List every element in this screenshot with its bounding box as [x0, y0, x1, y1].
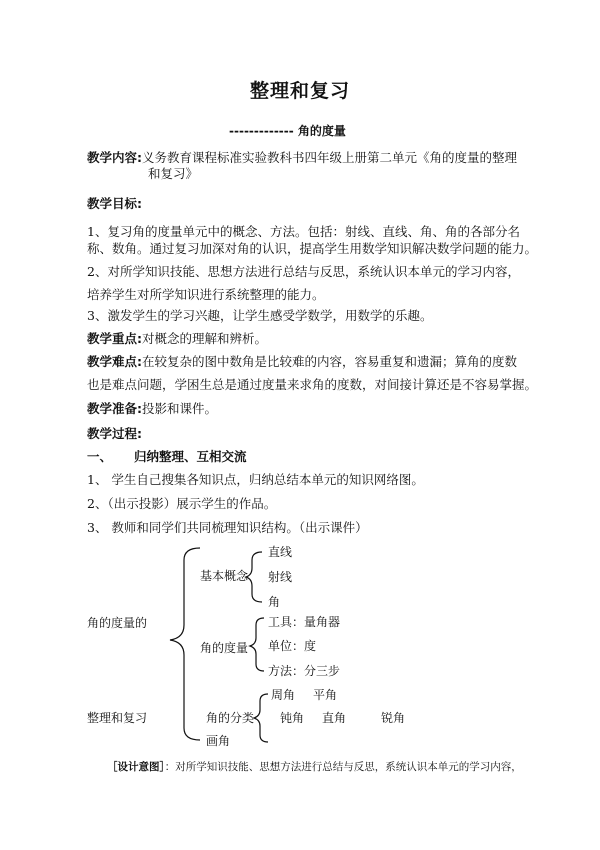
- process-step-1: 1、 学生自己搜集各知识点，归纳总结本单元的知识网络图。: [87, 472, 424, 487]
- preparation-text: 投影和课件。: [142, 401, 218, 416]
- tree-measure-tool: 工具：量角器: [268, 615, 341, 629]
- design-note-text: ：对所学知识技能、思想方法进行总结与反思，系统认识本单元的学习内容，: [164, 761, 522, 773]
- key-points-label: 教学重点:: [87, 331, 142, 346]
- tree-class-acute: 锐角: [381, 711, 406, 725]
- process-heading: 教学过程:: [87, 426, 142, 441]
- tree-concept-angle: 角: [268, 595, 281, 609]
- tree-drawing: 画角: [206, 734, 231, 748]
- objective-1-line2: 称、数角。通过复习加深对角的认识，提高学生用数学知识解决数学问题的能力。: [87, 241, 538, 256]
- content-label: 教学内容:: [87, 150, 142, 165]
- design-note: [107, 759, 522, 774]
- page-subtitle: ------------- 角的度量: [229, 124, 346, 138]
- tree-class-obtuse: 钝角: [280, 711, 305, 725]
- tree-measure-unit: 单位：度: [268, 639, 317, 653]
- objectives-heading: 教学目标:: [87, 196, 142, 211]
- difficulties-text-line2: 也是难点问题，学困生总是通过度量来求角的度数，对间接计算还是不容易掌握。: [87, 377, 538, 392]
- page-title: 整理和复习: [249, 80, 350, 102]
- main-brace: [170, 548, 200, 740]
- tree-classification: 角的分类: [206, 711, 255, 725]
- basic-concepts-brace: [246, 552, 262, 602]
- difficulties-label: 教学难点:: [87, 354, 142, 369]
- tree-class-straight: 平角: [313, 688, 338, 702]
- tree-root-line1: 角的度量的: [87, 616, 148, 630]
- measurement-brace: [250, 618, 264, 671]
- classification-brace: [254, 694, 268, 742]
- objective-1-line1: 1、复习角的度量单元中的概念、方法。包括：射线、直线、角、角的各部分名: [87, 224, 520, 239]
- tree-basic-concepts: 基本概念: [200, 569, 249, 583]
- difficulties-text-line1: 在较复杂的图中数角是比较难的内容，容易重复和遗漏；算角的度数: [142, 354, 518, 369]
- tree-root-line2: 整理和复习: [87, 711, 148, 725]
- tree-concept-ray: 射线: [268, 570, 293, 584]
- process-step-3: 3、 教师和同学们共同梳理知识结构。（出示课件）: [87, 520, 368, 535]
- tree-class-right: 直角: [322, 711, 347, 725]
- objective-2-line1: 2、对所学知识技能、思想方法进行总结与反思，系统认识本单元的学习内容，: [87, 264, 520, 279]
- objective-3-line1: 3、激发学生的学习兴趣，让学生感受学数学，用数学的乐趣。: [87, 308, 433, 323]
- preparation-label: 教学准备:: [87, 401, 142, 416]
- tree-measure-method: 方法：分三步: [268, 664, 341, 678]
- process-step-2: 2、（出示投影）展示学生的作品。: [87, 496, 277, 511]
- section-title: 归纳整理、互相交流: [134, 449, 247, 464]
- design-note-label: ［设计意图］: [107, 761, 165, 773]
- content-text-line1: 义务教育课程标准实验教科书四年级上册第二单元《角的度量的整理: [142, 150, 518, 165]
- objective-2-line2: 培养学生对所学知识进行系统整理的能力。: [87, 287, 325, 302]
- key-points-text: 对概念的理解和辨析。: [142, 331, 268, 346]
- tree-measurement: 角的度量: [200, 641, 249, 655]
- tree-concept-line: 直线: [268, 545, 293, 559]
- tree-class-full: 周角: [271, 688, 296, 702]
- content-text-line2: 和复习》: [148, 166, 199, 181]
- section-number: 一、: [87, 449, 113, 464]
